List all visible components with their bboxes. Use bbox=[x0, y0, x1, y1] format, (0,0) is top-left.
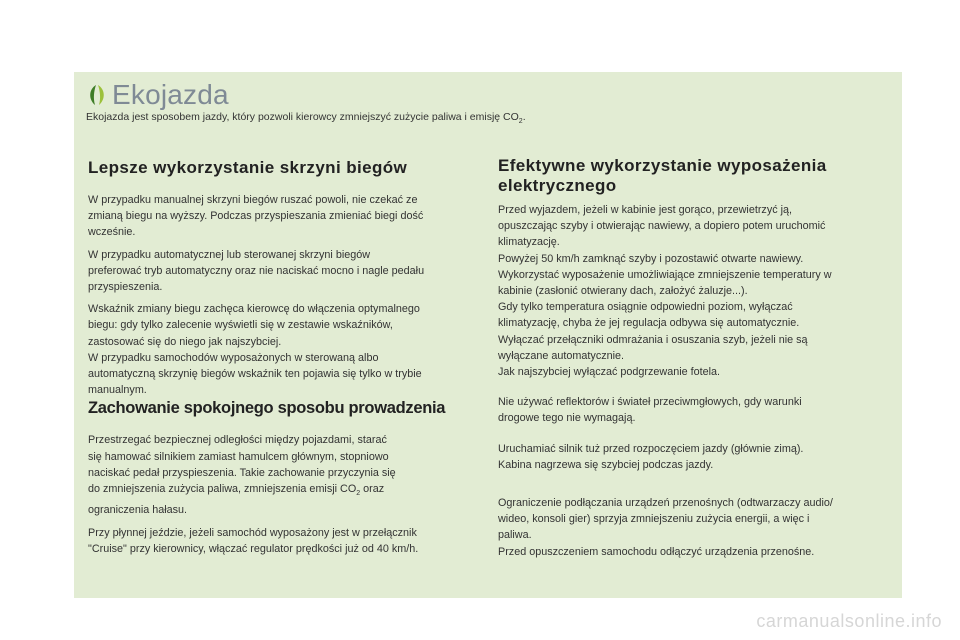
right-column bbox=[498, 150, 893, 560]
section-heading-calm-driving: Zachowanie spokojnego sposobu prowadzenia bbox=[88, 399, 446, 418]
paragraph: Przy płynnej jeździe, jeżeli samochód wyposażony jest w przełącznik "Cruise" przy kierownicy, włączać regulator prędkości już od 40 km/h. bbox=[88, 526, 419, 555]
left-column bbox=[88, 150, 478, 557]
intro-text: Ekojazda jest sposobem jazdy, który pozwoli kierowcy zmniejszyć zużycie paliwa i emisję $CO_2$. bbox=[86, 111, 526, 126]
paragraph: Wskaźnik zmiany biegu zachęca kierowcę do włączenia optymalnego biegu: gdy tylko zalecenie wyświetli się w zestawie wskaźników, zastosować się do niego jak najszybciej. W przypadku samochodów wyposażonych w sterowaną albo automatyczną skrzynię biegów wskaźnik ten pojawia się tylko w trybie manualnym. bbox=[88, 303, 422, 397]
paragraph: W przypadku automatycznej lub sterowanej skrzyni biegów preferować tryb automatyczny oraz nie naciskać mocno i nagle pedału przyspieszenia. bbox=[88, 248, 425, 294]
paragraph: Przestrzegać bezpiecznej odległości między pojazdami, starać się hamować silnikiem zamiast hamulcem głównym, stopniowo naciskać pedał przyspieszenia. Takie zachowanie przyczynia się do zmniejszenia zużycia paliwa, zmniejszenia emisji $CO_2$ oraz ograniczenia hałasu. bbox=[88, 434, 396, 517]
paragraph: Uruchamiać silnik tuż przed rozpoczęciem jazdy (głównie zimą). Kabina nagrzewa się szybciej podczas jazdy. bbox=[498, 442, 804, 471]
paragraph: W przypadku manualnej skrzyni biegów ruszać powoli, nie czekać ze zmianą biegu na wyższy. Podczas przyspieszania zmieniać biegi dość wcześnie. bbox=[88, 194, 424, 239]
watermark: carmanualsonline.info bbox=[756, 611, 942, 631]
leaf-icon bbox=[86, 83, 108, 107]
title-row bbox=[86, 78, 229, 112]
page-title: Ekojazda bbox=[112, 79, 229, 110]
section-heading-gearbox: Lepsze wykorzystanie skrzyni biegów bbox=[88, 158, 408, 177]
section-heading-electrical: Efektywne wykorzystanie wyposażenia elektrycznego bbox=[498, 156, 827, 195]
paragraph: Nie używać reflektorów i świateł przeciwmgłowych, gdy warunki drogowe tego nie wymagają. bbox=[498, 396, 802, 425]
paragraph: Przed wyjazdem, jeżeli w kabinie jest gorąco, przewietrzyć ją, opuszczając szyby i otwierając nawiewy, a dopiero potem uruchomić klimatyzację. Powyżej 50 km/h zamknąć szyby i pozostawić otwarte nawiewy. Wykorzystać wyposażenie umożliwiające zmniejszenie temperatury w kabinie (zasłonić otwierany dach, założyć żaluzje...). Gdy tylko temperatura osiągnie odpowiedni poziom, wyłączać klimatyzację, chyba że jej regulacja odbywa się automatycznie. Wyłączać przełączniki odmrażania i osuszania szyb, jeżeli nie są wyłączane automatycznie. Jak najszybciej wyłączać podgrzewanie fotela. bbox=[498, 204, 832, 379]
paragraph: Ograniczenie podłączania urządzeń przenośnych (odtwarzaczy audio/ wideo, konsoli gier) sprzyja zmniejszeniu zużycia energii, a więc i paliwa. Przed opuszczeniem samochodu odłączyć urządzenia przenośne. bbox=[498, 497, 833, 558]
